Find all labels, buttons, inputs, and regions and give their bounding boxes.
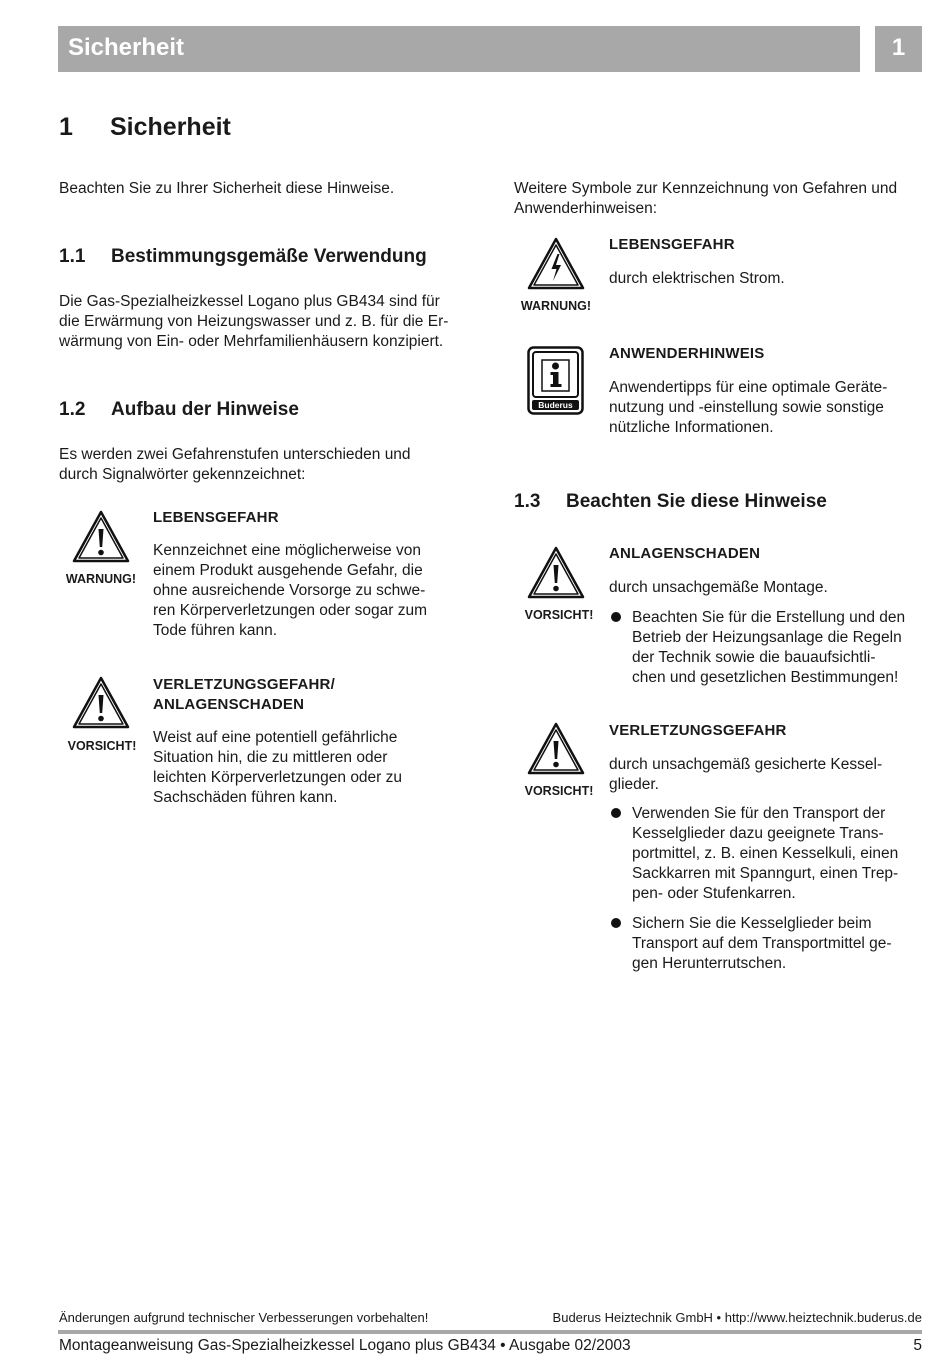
text-line: Betrieb der Heizungsanlage die Regeln	[632, 629, 902, 646]
bullet-icon	[611, 808, 621, 818]
signal-word: LEBENSGEFAHR	[153, 509, 279, 526]
text-line: durch Signalwörter gekennzeichnet:	[59, 466, 306, 483]
text-line: Kennzeichnet eine möglicherweise von	[153, 542, 421, 559]
bullet-icon	[611, 612, 621, 622]
text-line: die Erwärmung von Heizungswasser und z. B. für die Er-	[59, 313, 449, 330]
text-line: Die Gas-Spezialheizkessel Logano plus GB434 sind für	[59, 293, 440, 310]
signal-word: ANLAGENSCHADEN	[153, 696, 305, 713]
text-line: der Technik sowie die bauaufsichtli-	[632, 649, 876, 666]
text-line: nützliche Informationen.	[609, 419, 774, 436]
chapter-number: 1	[59, 113, 73, 141]
text-line: chen und gesetzlichen Bestimmungen!	[632, 669, 899, 686]
header-title: Sicherheit	[68, 34, 185, 61]
section-1-2-number: 1.2	[59, 399, 86, 420]
section-1-3-number: 1.3	[514, 491, 541, 512]
text-line: Sichern Sie die Kesselglieder beim	[632, 915, 872, 932]
warning-triangle-icon	[71, 509, 131, 565]
text-line: Transport auf dem Transportmittel ge-	[632, 935, 892, 952]
signal-word: LEBENSGEFAHR	[609, 236, 735, 253]
section-1-1-number: 1.1	[59, 246, 86, 267]
text-line: Weitere Symbole zur Kennzeichnung von Gefahren und	[514, 180, 898, 197]
warning-triangle-icon	[526, 545, 586, 601]
header-chapter-number: 1	[891, 34, 906, 61]
text-line: Tode führen kann.	[153, 622, 278, 639]
text-line: Anwenderhinweisen:	[514, 200, 658, 217]
text-line: glieder.	[609, 776, 659, 793]
caution-label: VORSICHT!	[524, 608, 594, 622]
caution-label: VORSICHT!	[67, 739, 137, 753]
text-line: Verwenden Sie für den Transport der	[632, 805, 886, 822]
text-line: Sachschäden führen kann.	[153, 789, 338, 806]
text-line: durch unsachgemäß gesicherte Kessel-	[609, 756, 883, 773]
text-line: ren Körperverletzungen oder sogar zum	[153, 602, 427, 619]
caution-text: durch unsachgemäße Montage.	[609, 579, 828, 596]
footer-rule	[58, 1330, 922, 1334]
buderus-logo-text: Buderus	[538, 400, 573, 410]
text-line: Kesselglieder dazu geeignete Trans-	[632, 825, 884, 842]
signal-word: ANWENDERHINWEIS	[609, 345, 765, 362]
text-line: portmittel, z. B. einen Kesselkuli, einen	[632, 845, 899, 862]
text-line: Weist auf eine potentiell gefährliche	[153, 729, 398, 746]
section-1-3-title: Beachten Sie diese Hinweise	[566, 491, 827, 512]
section-1-1-title: Bestimmungsgemäße Verwendung	[111, 246, 427, 267]
text-line: pen- oder Stufenkarren.	[632, 885, 796, 902]
text-line: gen Herunterrutschen.	[632, 955, 787, 972]
warning-label: WARNUNG!	[65, 572, 137, 586]
section-1-2-title: Aufbau der Hinweise	[111, 399, 299, 420]
intro-text: Beachten Sie zu Ihrer Sicherheit diese Hinweise.	[59, 180, 395, 197]
footer-disclaimer: Änderungen aufgrund technischer Verbesserungen vorbehalten!	[59, 1310, 429, 1325]
text-line: Anwendertipps für eine optimale Geräte-	[609, 379, 888, 396]
electric-hazard-icon	[526, 236, 586, 292]
text-line: Beachten Sie für die Erstellung und den	[632, 609, 906, 626]
text-line: Es werden zwei Gefahrenstufen unterschieden und	[59, 446, 411, 463]
signal-word: VERLETZUNGSGEFAHR	[609, 722, 787, 739]
caution-label: VORSICHT!	[524, 784, 594, 798]
warning-triangle-icon	[71, 675, 131, 731]
header-bar	[58, 26, 860, 72]
signal-word: ANLAGENSCHADEN	[609, 545, 761, 562]
bullet-icon	[611, 918, 621, 928]
header-chapter-box	[875, 26, 922, 72]
warning-triangle-icon	[526, 721, 586, 777]
page-number: 5	[913, 1337, 922, 1354]
text-line: wärmung von Ein- oder Mehrfamilienhäusern konzipiert.	[59, 333, 444, 350]
footer-document-title: Montageanweisung Gas-Spezialheizkessel Logano plus GB434 • Ausgabe 02/2003	[59, 1337, 631, 1354]
text-line: einem Produkt ausgehende Gefahr, die	[153, 562, 423, 579]
text-line: nutzung und -einstellung sowie sonstige	[609, 399, 884, 416]
text-line: leichten Körperverletzungen oder zu	[153, 769, 403, 786]
text-line: ohne ausreichende Vorsorge zu schwe-	[153, 582, 426, 599]
warning-label: WARNUNG!	[520, 299, 592, 313]
chapter-title: Sicherheit	[110, 113, 231, 141]
footer-company: Buderus Heiztechnik GmbH • http://www.heiztechnik.buderus.de	[552, 1310, 922, 1325]
text-line: Situation hin, die zu mittleren oder	[153, 749, 388, 766]
signal-word: VERLETZUNGSGEFAHR/	[153, 676, 335, 693]
text-line: Sackkarren mit Spanngurt, einen Trep-	[632, 865, 899, 882]
warning-text: durch elektrischen Strom.	[609, 270, 785, 287]
